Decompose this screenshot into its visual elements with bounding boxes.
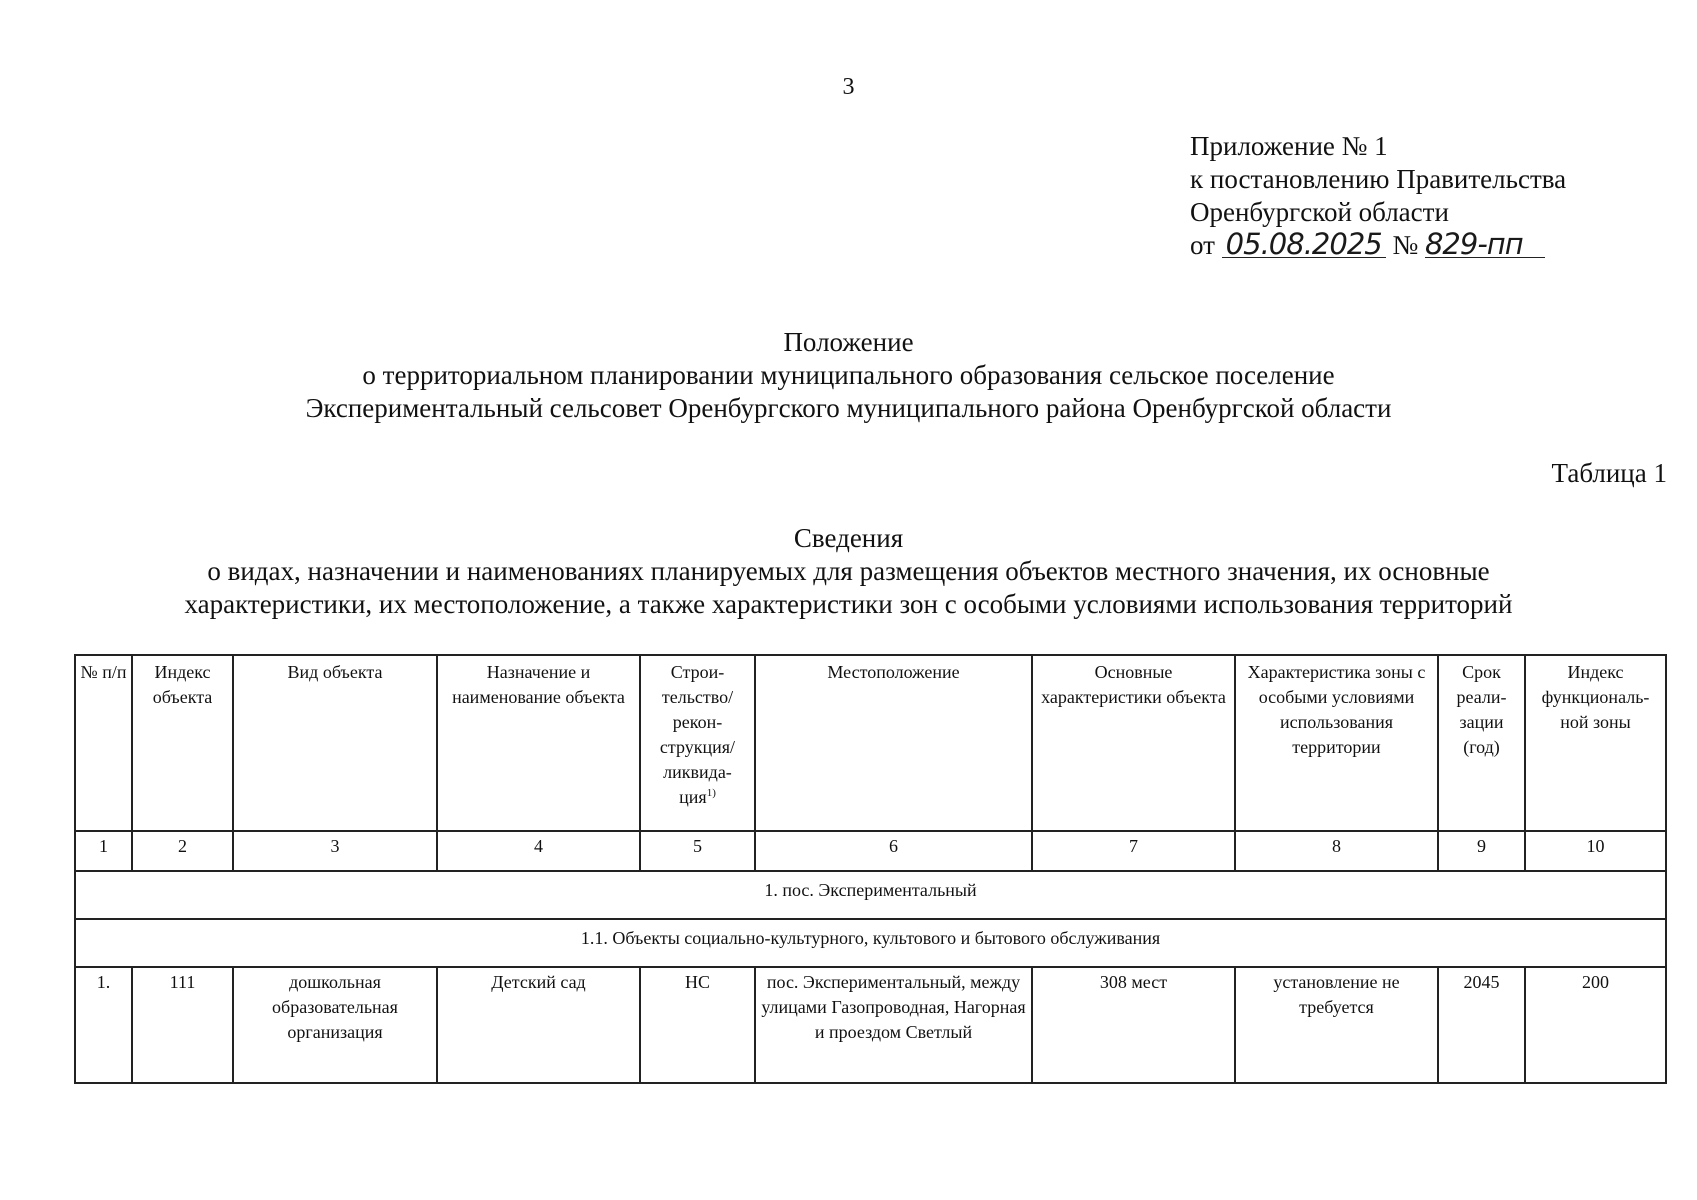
cell-characteristics: 308 мест [1032, 967, 1235, 1083]
footnote-mark: 1) [706, 787, 716, 799]
appendix-date-line [1190, 229, 1566, 262]
caption-line-3: характеристики, их местоположение, а также характеристики зон с особыми условиями использования территорий [184, 589, 1513, 619]
header-construction [640, 655, 755, 831]
cell-name: Детский сад [437, 967, 640, 1083]
cell-index: 111 [132, 967, 233, 1083]
subsection-row [75, 919, 1666, 967]
header-index: Индекс объекта [132, 655, 233, 831]
header-row [75, 655, 1666, 831]
header-num: № п/п [75, 655, 132, 831]
cell-type: дошкольная образовательная организация [233, 967, 437, 1083]
number-prefix: № [1392, 230, 1419, 260]
column-number-row [75, 831, 1666, 871]
title-line-3: Экспериментальный сельсовет Оренбургского муниципального района Оренбургской области [305, 393, 1392, 423]
date-prefix: от [1190, 230, 1215, 260]
cell-func-zone: 200 [1525, 967, 1666, 1083]
caption-line-1: Сведения [793, 523, 904, 553]
appendix-line-1: Приложение № 1 [1190, 131, 1388, 161]
column-number: 6 [755, 831, 1032, 871]
column-number: 3 [233, 831, 437, 871]
table-label: Таблица 1 [1551, 458, 1667, 488]
cell-location: пос. Экспериментальный, между улицами Газопроводная, Нагорная и проездом Светлый [755, 967, 1032, 1083]
handwritten-date: 05.08.2025 [1222, 231, 1386, 258]
section-title: 1. пос. Экспериментальный [75, 871, 1666, 919]
header-location: Местоположение [755, 655, 1032, 831]
column-number: 4 [437, 831, 640, 871]
page-number: 3 [842, 74, 855, 100]
header-construction-text: Строи-тельство/ рекон-струкция/ ликвида-ция [659, 662, 736, 807]
caption-line-2: о видах, назначении и наименованиях планируемых для размещения объектов местного значения, их основные [207, 556, 1490, 586]
title-line-2: о территориальном планировании муниципального образования сельское поселение [362, 360, 1335, 390]
column-number: 7 [1032, 831, 1235, 871]
header-zone: Характеристика зоны с особыми условиями использования территории [1235, 655, 1438, 831]
title-line-1: Положение [783, 327, 914, 357]
header-term: Срок реали-зации (год) [1438, 655, 1525, 831]
column-number: 8 [1235, 831, 1438, 871]
column-number: 9 [1438, 831, 1525, 871]
section-row [75, 871, 1666, 919]
subsection-title: 1.1. Объекты социально-культурного, культового и бытового обслуживания [75, 919, 1666, 967]
cell-term: 2045 [1438, 967, 1525, 1083]
appendix-line-2: к постановлению Правительства [1190, 164, 1567, 194]
cell-num: 1. [75, 967, 132, 1083]
column-number: 10 [1525, 831, 1666, 871]
header-func-zone: Индекс функциональ-ной зоны [1525, 655, 1666, 831]
handwritten-number: 829-пп [1425, 231, 1545, 258]
document-title [0, 326, 1697, 425]
table-row [75, 967, 1666, 1083]
header-characteristics: Основные характеристики объекта [1032, 655, 1235, 831]
column-number: 2 [132, 831, 233, 871]
appendix-line-3: Оренбургской области [1190, 197, 1449, 227]
column-number: 1 [75, 831, 132, 871]
header-purpose: Назначение и наименование объекта [437, 655, 640, 831]
table-caption [0, 522, 1697, 621]
column-number: 5 [640, 831, 755, 871]
cell-zone: установление не требуется [1235, 967, 1438, 1083]
appendix-block [1190, 130, 1566, 262]
header-type: Вид объекта [233, 655, 437, 831]
objects-table [74, 654, 1667, 1084]
cell-construction: НС [640, 967, 755, 1083]
